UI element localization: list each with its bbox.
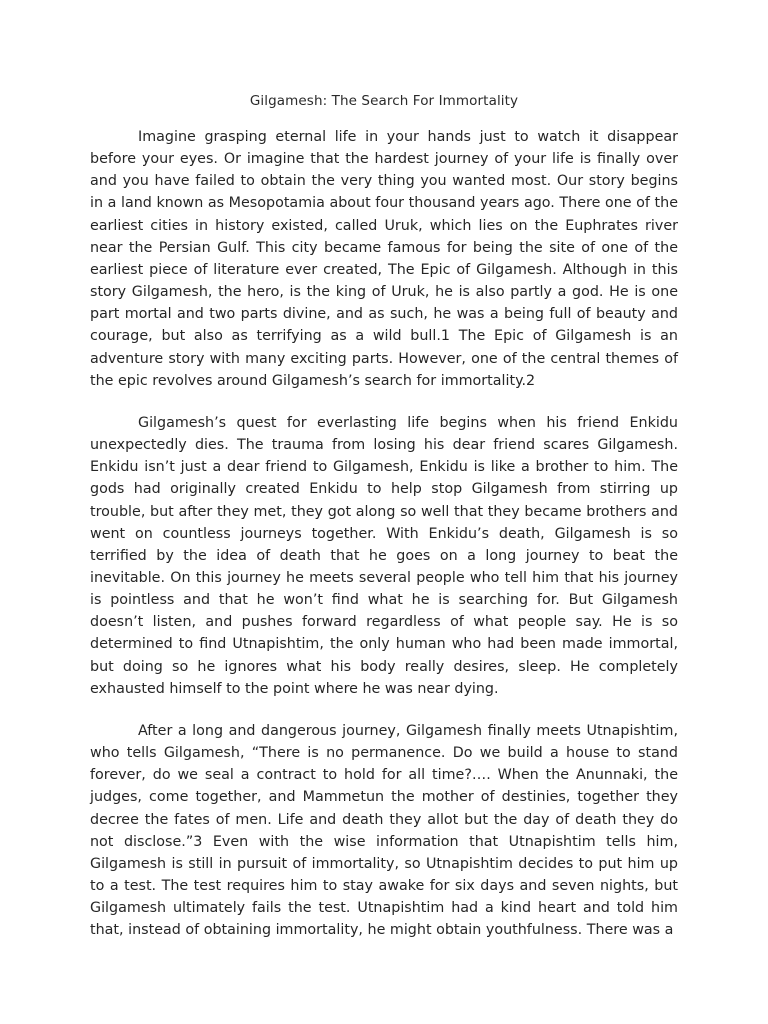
paragraph-3: After a long and dangerous journey, Gilgamesh finally meets Utnapishtim, who tells Gilgamesh, “There is no permanence. Do we build a house to stand forever, do we seal a contract to hold for all time?…. When the Anunnaki, the judges, come together, and Mammetun the mother of destinies, together they decree the fates of men. Life and death they allot but the day of death they do not disclose.”3 Even with the wise information that Utnapishtim tells him, Gilgamesh is still in pursuit of immortality, so Utnapishtim decides to put him up to a test. The test requires him to stay awake for six days and seven nights, but Gilgamesh ultimately fails the test. Utnapishtim had a kind heart and told him that, instead of obtaining immortality, he might obtain youthfulness. There was a [90,722,678,939]
document-title: Gilgamesh: The Search For Immortality [249,93,519,109]
document-body [90,126,678,941]
paragraph-1: Imagine grasping eternal life in your hands just to watch it disappear before your eyes. Or imagine that the hardest journey of your life is finally over and you have failed to obtain the very thing you wanted most. Our story begins in a land known as Mesopotamia about four thousand years ago. There one of the earliest cities in history existed, called Uruk, which lies on the Euphrates river near the Persian Gulf. This city became famous for being the site of one of the earliest piece of literature ever created, The Epic of Gilgamesh. Although in this story Gilgamesh, the hero, is the king of Uruk, he is also partly a god. He is one part mortal and two parts divine, and as such, he was a being full of beauty and courage, but also as terrifying as a wild bull.1 The Epic of Gilgamesh is an adventure story with many exciting parts. However, one of the central themes of the epic revolves around Gilgamesh’s search for immortality.2 [90,129,678,389]
paragraph-2: Gilgamesh’s quest for everlasting life begins when his friend Enkidu unexpectedly dies. The trauma from losing his dear friend scares Gilgamesh. Enkidu isn’t just a dear friend to Gilgamesh, Enkidu is like a brother to him. The gods had originally created Enkidu to help stop Gilgamesh from stirring up trouble, but after they met, they got along so well that they became brothers and went on countless journeys together. With Enkidu’s death, Gilgamesh is so terrified by the idea of death that he goes on a long journey to beat the inevitable. On this journey he meets several people who tell him that his journey is pointless and that he won’t find what he is searching for. But Gilgamesh doesn’t listen, and pushes forward regardless of what people say. He is so determined to find Utnapishtim, the only human who had been made immortal, but doing so he ignores what his body really desires, sleep. He completely exhausted himself to the point where he was near dying. [90,414,678,697]
